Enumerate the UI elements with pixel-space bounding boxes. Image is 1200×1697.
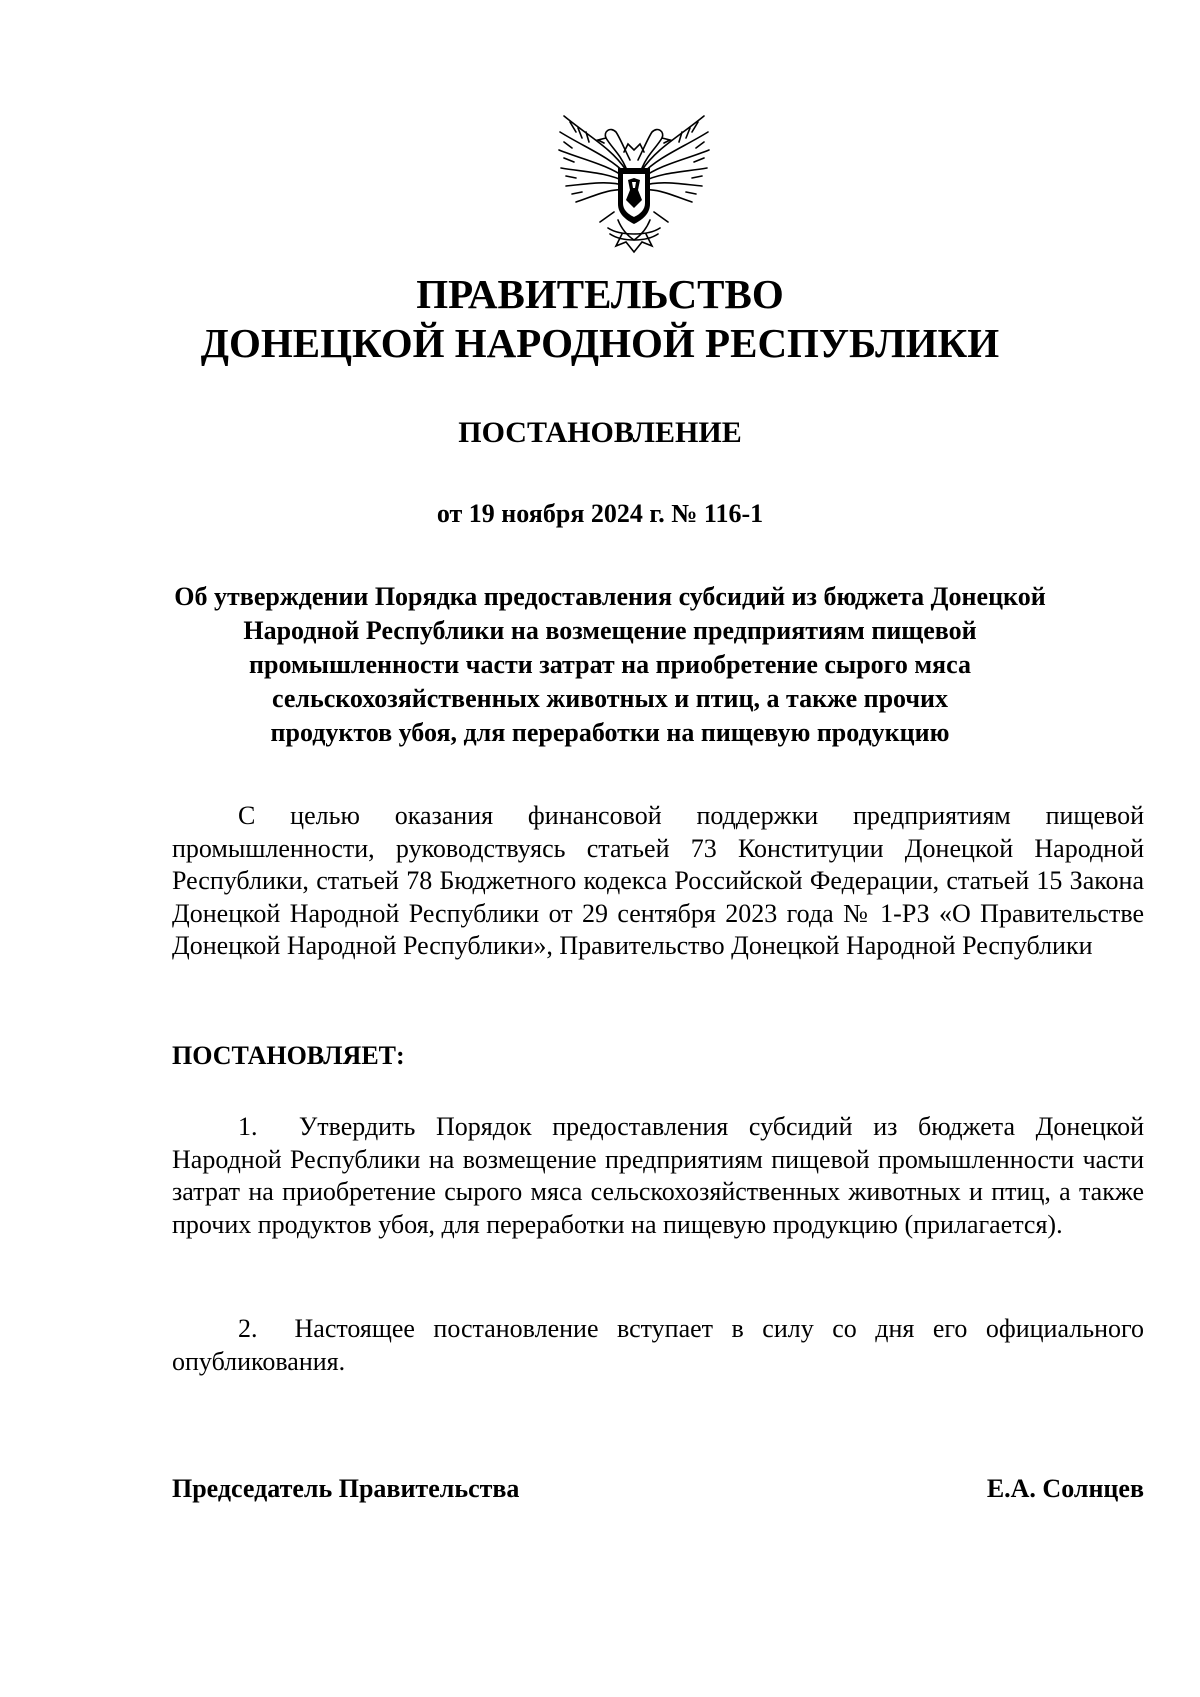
preamble-paragraph: С целью оказания финансовой поддержки предприятиям пищевой промышленности, руководствуясь статьей 73 Конституции Донецкой Народной Республики, статьей 78 Бюджетного кодекса Российской Федерации, статьей 15 Закона Донецкой Народной Республики от 29 сентября 2023 года № 1-РЗ «О Правительстве Донецкой Народной Республики», Правительство Донецкой Народной Республики xyxy=(172,801,1144,960)
decree-item-2-number: 2. xyxy=(238,1314,258,1343)
organization-title-line-2: ДОНЕЦКОЙ НАРОДНОЙ РЕСПУБЛИКИ xyxy=(200,320,1000,366)
decree-item-1-number: 1. xyxy=(238,1112,258,1141)
document-type: ПОСТАНОВЛЕНИЕ xyxy=(458,416,742,449)
organization-title xyxy=(150,270,1050,368)
decree-item-1-text: Утвердить Порядок предоставления субсидий из бюджета Донецкой Народной Республики на возмещение предприятиям пищевой промышленности части затрат на приобретение сырого мяса сельскохозяйственных животных и птиц, а также прочих продуктов убоя, для переработки на пищевую продукцию (прилагается). xyxy=(172,1112,1144,1239)
subject-line-3: промышленности части затрат на приобретение сырого мяса xyxy=(249,650,971,679)
decree-item-1 xyxy=(172,1111,1144,1241)
coat-of-arms-icon xyxy=(556,108,712,258)
document-subject xyxy=(160,580,1060,750)
subject-line-2: Народной Республики на возмещение предприятиям пищевой xyxy=(243,616,977,645)
decree-item-2 xyxy=(172,1313,1144,1378)
subject-line-4: сельскохозяйственных животных и птиц, а также прочих xyxy=(271,684,949,713)
subject-line-5: продуктов убоя, для переработки на пищевую продукцию xyxy=(270,718,950,747)
signatory-name: Е.А. Солнцев xyxy=(986,1474,1144,1503)
organization-title-line-1: ПРАВИТЕЛЬСТВО xyxy=(416,271,784,317)
decree-item-2-text: Настоящее постановление вступает в силу со дня его официального опубликования. xyxy=(172,1314,1145,1376)
signatory-position: Председатель Правительства xyxy=(172,1474,520,1503)
document-date-number: от 19 ноября 2024 г. № 116-1 xyxy=(436,499,764,528)
subject-line-1: Об утверждении Порядка предоставления субсидий из бюджета Донецкой xyxy=(174,582,1046,611)
decree-verb: ПОСТАНОВЛЯЕТ: xyxy=(172,1041,405,1070)
signature-block xyxy=(172,1473,1144,1505)
